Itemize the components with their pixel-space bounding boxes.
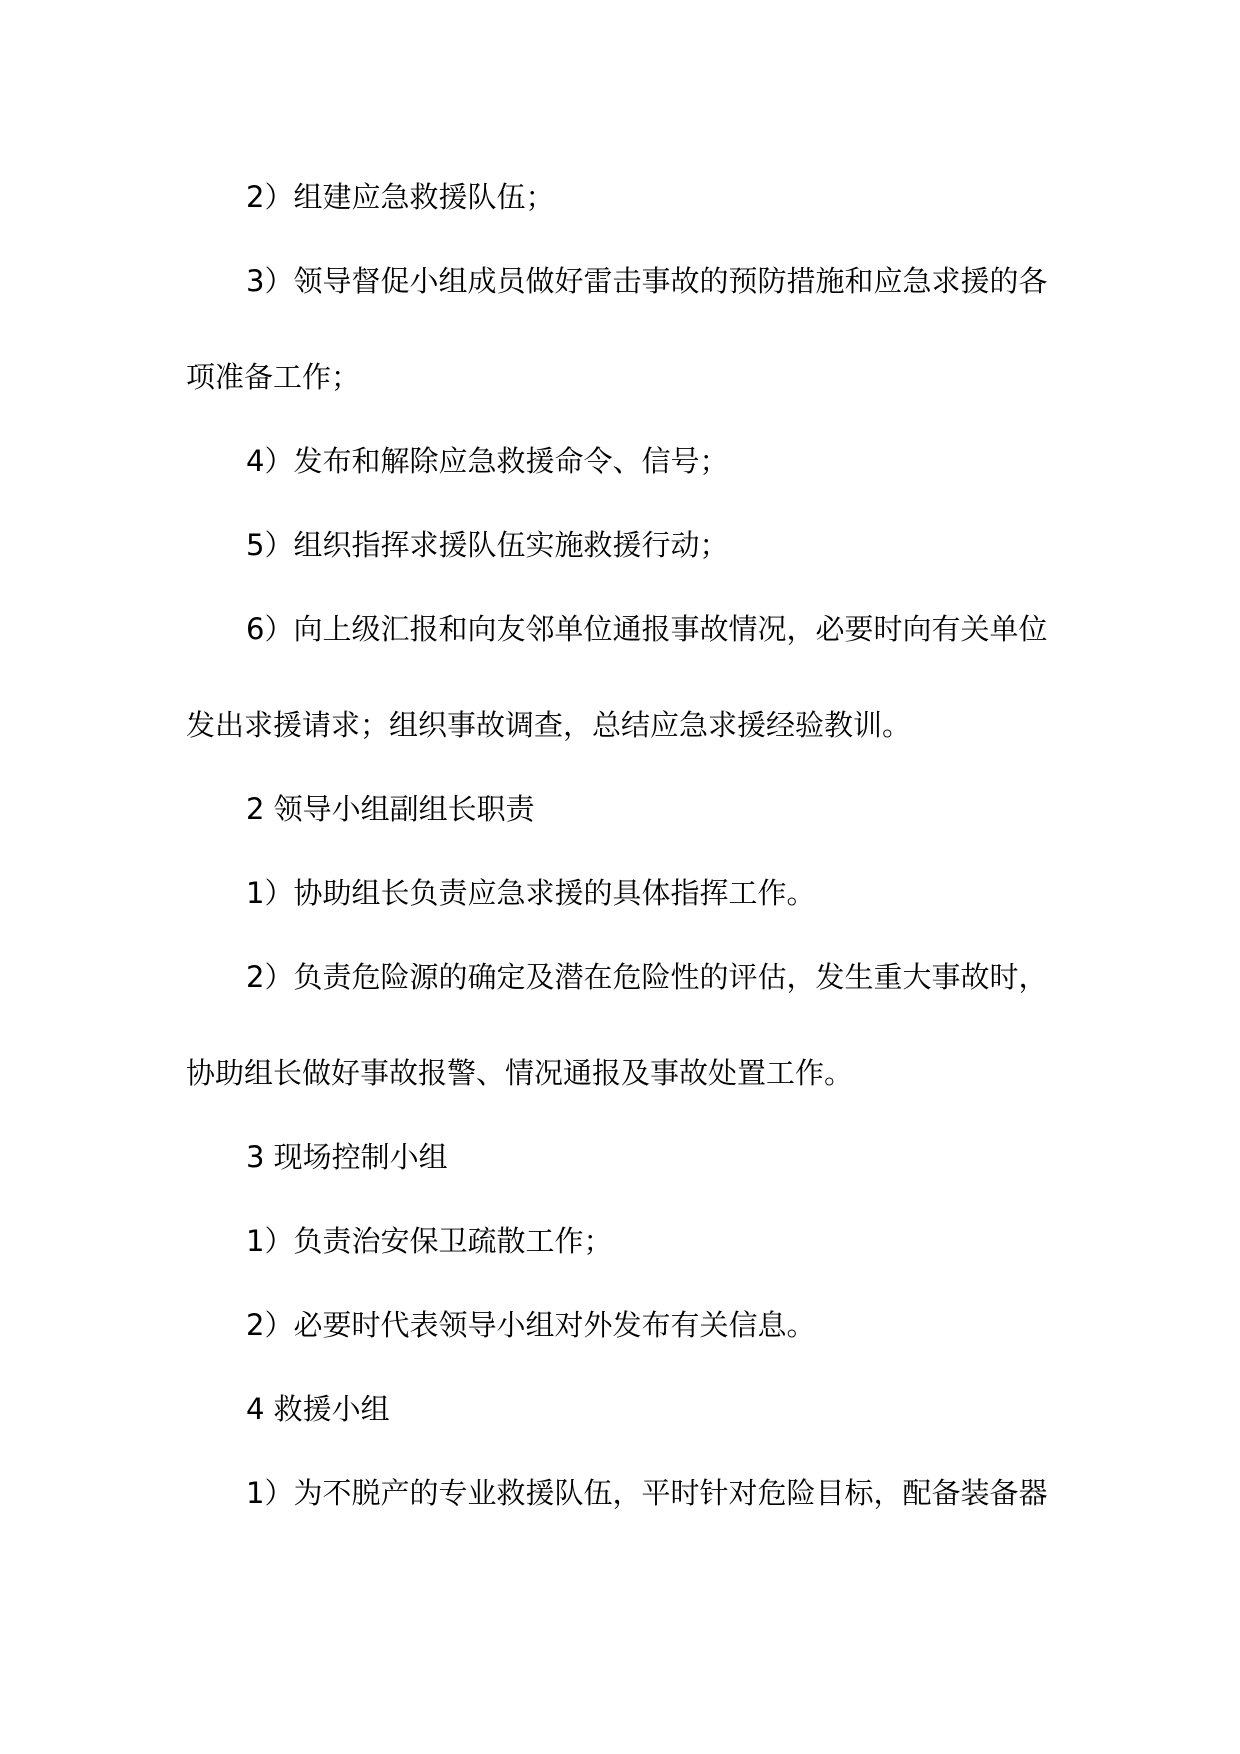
text-line: 6）向上级汇报和向友邻单位通报事故情况，必要时向有关单位: [246, 612, 1048, 646]
section-heading: 4 救援小组: [246, 1392, 390, 1426]
text-line: 2）组建应急救援队伍；: [246, 180, 555, 214]
text-line: 1）为不脱产的专业救援队伍，平时针对危险目标，配备装备器: [246, 1476, 1048, 1510]
text-line: 3）领导督促小组成员做好雷击事故的预防措施和应急求援的各: [246, 264, 1048, 298]
text-line: 1）负责治安保卫疏散工作；: [246, 1224, 613, 1258]
text-line: 2）负责危险源的确定及潜在危险性的评估，发生重大事故时，: [246, 960, 1048, 994]
text-line: 5）组织指挥求援队伍实施救援行动；: [246, 528, 729, 562]
text-line: 1）协助组长负责应急求援的具体指挥工作。: [246, 876, 816, 910]
text-line: 4）发布和解除应急救援命令、信号；: [246, 444, 729, 478]
section-heading: 2 领导小组副组长职责: [246, 792, 535, 826]
text-line: 协助组长做好事故报警、情况通报及事故处置工作。: [186, 1056, 854, 1090]
text-line: 2）必要时代表领导小组对外发布有关信息。: [246, 1308, 816, 1342]
text-line: 发出求援请求；组织事故调查，总结应急求援经验教训。: [186, 708, 912, 742]
section-heading: 3 现场控制小组: [246, 1140, 448, 1174]
text-line: 项准备工作；: [186, 360, 361, 394]
